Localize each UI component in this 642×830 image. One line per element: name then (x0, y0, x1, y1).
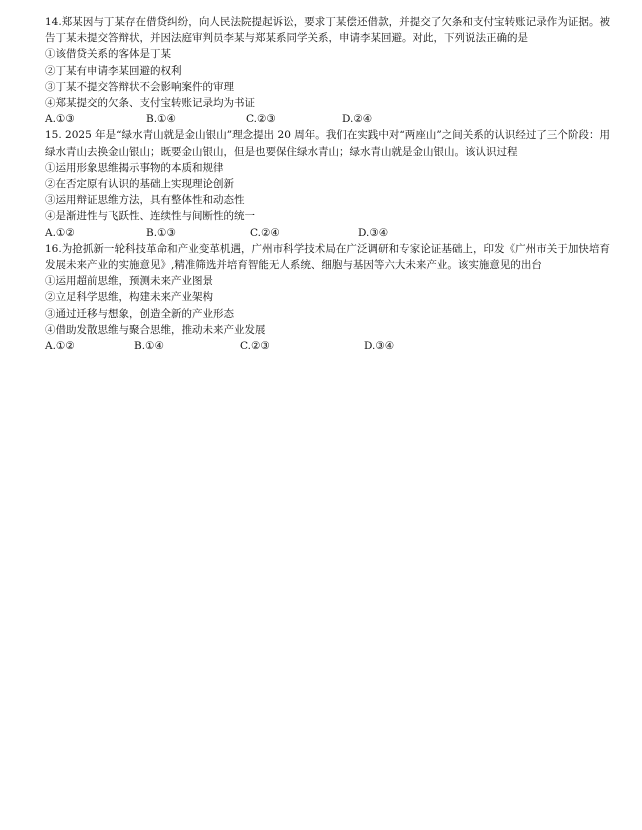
choice-b: B.①④ (134, 340, 164, 353)
statement-3: ③通过迁移与想象，创造全新的产业形态 (45, 307, 234, 320)
answer-choices (45, 111, 610, 127)
answer-choices (45, 225, 610, 241)
choice-a: A.①② (45, 340, 75, 353)
exam-page (45, 14, 610, 354)
choice-d: D.③④ (358, 226, 389, 239)
choice-d: D.③④ (364, 340, 395, 353)
question-15 (45, 127, 610, 240)
question-16 (45, 241, 610, 354)
choice-c: C.②④ (250, 226, 280, 239)
statement-2: ②丁某有申请李某回避的权利 (45, 64, 182, 77)
choice-b: B.①③ (146, 226, 176, 239)
statement-1: ①运用超前思维，预测未来产业图景 (45, 275, 213, 288)
statement-4: ④郑某提交的欠条、支付宝转账记录均为书证 (45, 97, 255, 110)
statement-3: ③丁某不提交答辩状不会影响案件的审理 (45, 80, 234, 93)
statement-1: ①运用形象思维揭示事物的本质和规律 (45, 161, 224, 174)
choice-d: D.②④ (342, 113, 373, 126)
choice-c: C.②③ (240, 340, 270, 353)
statement-3: ③运用辩证思维方法，具有整体性和动态性 (45, 194, 245, 207)
choice-a: A.①② (45, 226, 75, 239)
answer-choices (45, 338, 610, 354)
statement-4: ④是渐进性与飞跃性、连续性与间断性的统一 (45, 210, 255, 223)
statement-1: ①该借贷关系的客体是丁某 (45, 48, 171, 61)
question-stem: 15. 2025 年是“绿水青山就是金山银山”理念提出 20 周年。我们在实践中对“两座山”之间关系的认识经过了三个阶段：用绿水青山去换金山银山；既要金山银山，但是也要保住绿水青山；绿水青山就是金山银山。该认识过程 (45, 129, 610, 158)
choice-a: A.①③ (45, 113, 75, 126)
question-stem: 14.郑某因与丁某存在借贷纠纷，向人民法院提起诉讼，要求丁某偿还借款，并提交了欠条和支付宝转账记录作为证据。被告丁某未提交答辩状，并因法庭审判员李某与郑某系同学关系，申请李某回避。对此，下列说法正确的是 (45, 16, 610, 45)
question-14 (45, 14, 610, 127)
statement-4: ④借助发散思维与聚合思维，推动未来产业发展 (45, 323, 266, 336)
statement-2: ②在否定原有认识的基础上实现理论创新 (45, 178, 234, 191)
choice-c: C.②③ (246, 113, 276, 126)
question-stem: 16.为抢抓新一轮科技革命和产业变革机遇，广州市科学技术局在广泛调研和专家论证基础上，印发《广州市关于加快培育发展未来产业的实施意见》,精准筛选并培育智能无人系统、细胞与基因等六大未来产业。该实施意见的出台 (45, 242, 610, 272)
statement-2: ②立足科学思维，构建未来产业架构 (45, 291, 213, 304)
choice-b: B.①④ (146, 113, 176, 126)
